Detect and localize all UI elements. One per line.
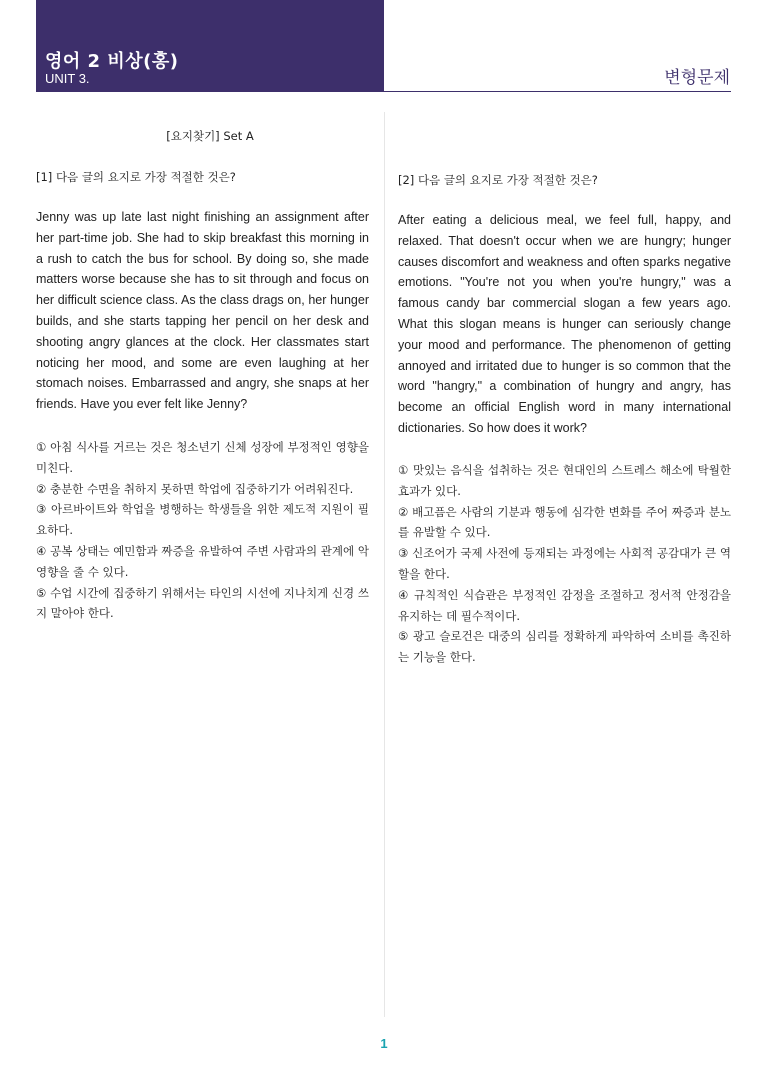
option-1: ① 맛있는 음식을 섭취하는 것은 현대인의 스트레스 해소에 탁월한 효과가 있다. xyxy=(398,463,731,498)
question-1-options xyxy=(36,437,369,624)
column-divider xyxy=(384,112,385,1017)
option-3: ③ 아르바이트와 학업을 병행하는 학생들을 위한 제도적 지원이 필요하다. xyxy=(36,502,369,538)
option-4: ④ 규칙적인 식습관은 부정적인 감정을 조절하고 정서적 안정감을 유지하는 데 필수적이다. xyxy=(398,587,731,623)
option-5: ⑤ 광고 슬로건은 대중의 심리를 정확하게 파악하여 소비를 촉진하는 기능을 한다. xyxy=(398,629,731,665)
question-2-passage: After eating a delicious meal, we feel full, happy, and relaxed. That doesn't occur when we are hungry; hunger causes discomfort and weakness and often sparks negative emotions. "You're not you when you're hungry," was a famous candy bar commercial slogan a few years ago. What this slogan means is hunger can seriously change your mood and performance. The phenomenon of getting annoyed and irritated due to hunger is so common that the word "hangry," a combination of hungry and angry, has become an official English word in many international dictionaries. So how does it work? xyxy=(398,213,731,435)
question-2-options xyxy=(398,460,731,668)
question-1-passage: Jenny was up late last night finishing an assignment after her part-time job. She had to skip breakfast this morning in a rush to catch the bus for school. By doing so, she made matters worse because she has to sit through and focus on her difficult science class. As the class drags on, her hunger builds, and she starts tapping her pencil on her desk and shooting angry glances at the clock. Her classmates start noticing her mood, and some are even laughing at her stomach noises. Embarrassed and angry, she snaps at her friends. Have you ever felt like Jenny? xyxy=(36,210,369,412)
option-1: ① 아침 식사를 거르는 것은 청소년기 신체 성장에 부정적인 영향을 미친다. xyxy=(36,440,369,475)
unit-label: UNIT 3. xyxy=(45,71,90,86)
page-number: 1 xyxy=(380,1036,388,1051)
section-label: 변형문제 xyxy=(664,68,730,88)
option-3: ③ 신조어가 국제 사전에 등재되는 과정에는 사회적 공감대가 큰 역할을 한다. xyxy=(398,546,731,581)
option-5: ⑤ 수업 시간에 집중하기 위해서는 타인의 시선에 지나치게 신경 쓰지 말아야 한다. xyxy=(36,585,369,621)
set-title: [요지찾기] Set A xyxy=(166,129,254,143)
header-rule xyxy=(384,91,731,92)
option-2: ② 충분한 수면을 취하지 못하면 학업에 집중하기가 어려워진다. xyxy=(36,481,354,496)
option-2: ② 배고픔은 사람의 기분과 행동에 심각한 변화를 주어 짜증과 분노를 유발할 수 있다. xyxy=(398,504,731,540)
question-1-label: [1] 다음 글의 요지로 가장 적절한 것은? xyxy=(36,170,236,184)
page-title: 영어 2 비상(홍) xyxy=(45,51,179,72)
option-4: ④ 공복 상태는 예민함과 짜증을 유발하여 주변 사람과의 관계에 악영향을 줄 수 있다. xyxy=(36,543,369,579)
question-2-label: [2] 다음 글의 요지로 가장 적절한 것은? xyxy=(398,173,598,187)
